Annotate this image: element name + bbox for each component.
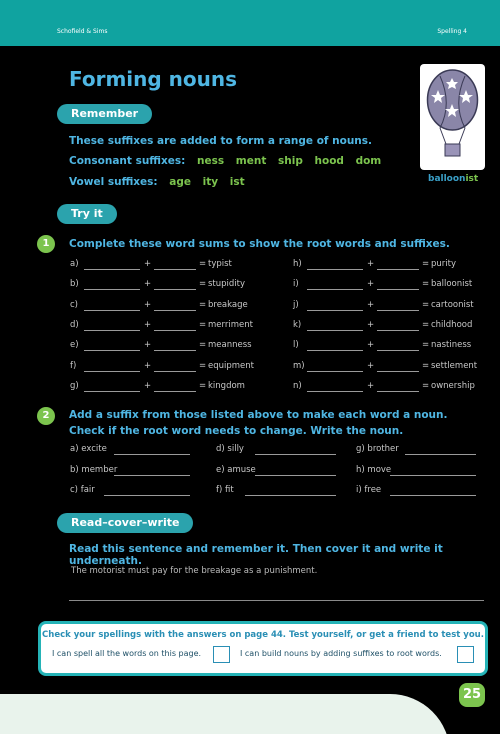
item-letter: b)	[70, 279, 79, 290]
equals-sign: =	[422, 380, 430, 391]
noun-item	[70, 485, 200, 497]
root-word: move	[367, 464, 392, 475]
target-word: cartoonist	[431, 299, 474, 310]
plus-sign: +	[367, 319, 375, 330]
item-letter: g)	[356, 444, 365, 454]
word-sum-row	[70, 320, 265, 332]
remember-intro: These suffixes are added to form a range of nouns.	[69, 135, 373, 147]
equals-sign: =	[199, 279, 207, 290]
suffix-ness: ness	[197, 155, 225, 167]
target-word: balloonist	[431, 279, 473, 290]
target-word: equipment	[208, 360, 254, 371]
hot-air-balloon-icon	[420, 64, 485, 170]
target-word: meanness	[208, 340, 252, 351]
item-letter: l)	[293, 340, 299, 351]
item-letter: b)	[70, 464, 79, 475]
suffix-dom: dom	[355, 155, 382, 167]
check-box-1[interactable]	[213, 646, 230, 663]
root-answer-line[interactable]	[307, 350, 363, 351]
rcw-instruction: Read this sentence and remember it. Then cover it and write it underneath.	[69, 543, 443, 567]
noun-item	[356, 485, 486, 497]
root-word: free	[364, 485, 382, 495]
item-letter: h)	[356, 464, 365, 475]
noun-item	[70, 444, 200, 456]
root-answer-line[interactable]	[84, 269, 140, 270]
item-letter: c)	[70, 299, 78, 310]
target-word: breakage	[208, 299, 248, 310]
noun-answer-line[interactable]	[245, 495, 336, 496]
check-item-2: I can build nouns by adding suffixes to root words.	[240, 649, 442, 658]
root-word: amuse	[227, 464, 256, 475]
item-letter: n)	[293, 380, 302, 391]
suffix-answer-line[interactable]	[377, 391, 419, 392]
root-answer-line[interactable]	[307, 391, 363, 392]
page-title: Forming nouns	[69, 67, 238, 91]
suffix-answer-line[interactable]	[154, 310, 196, 311]
root-word: excite	[81, 444, 107, 454]
target-word: settlement	[431, 360, 478, 371]
suffix-answer-line[interactable]	[377, 371, 419, 372]
equals-sign: =	[199, 259, 207, 269]
page-number: 25	[459, 683, 485, 707]
equals-sign: =	[199, 380, 207, 391]
suffix-answer-line[interactable]	[154, 350, 196, 351]
equals-sign: =	[199, 340, 207, 351]
plus-sign: +	[367, 380, 375, 391]
word-sum-row	[293, 300, 488, 312]
suffix-answer-line[interactable]	[154, 371, 196, 372]
suffix-answer-line[interactable]	[377, 289, 419, 290]
suffix-ship: ship	[278, 155, 303, 167]
suffix-answer-line[interactable]	[154, 330, 196, 331]
question-1-instruction: Complete these word sums to show the root words and suffixes.	[69, 238, 450, 250]
root-answer-line[interactable]	[84, 391, 140, 392]
target-word: typist	[208, 259, 232, 269]
consonant-label: Consonant suffixes:	[69, 155, 186, 167]
target-word: nastiness	[431, 340, 472, 351]
word-sum-row	[70, 259, 265, 271]
root-word: fit	[225, 485, 234, 495]
plus-sign: +	[144, 299, 152, 310]
word-sum-row	[70, 381, 265, 393]
noun-answer-line[interactable]	[114, 454, 190, 455]
plus-sign: +	[144, 259, 152, 269]
suffix-ment: ment	[235, 155, 267, 167]
word-sum-row	[70, 340, 265, 352]
item-letter: d)	[70, 319, 79, 330]
footer-wave	[0, 694, 450, 734]
equals-sign: =	[199, 299, 207, 310]
consonant-suffix-line	[69, 155, 381, 167]
word-sum-row	[293, 259, 488, 271]
item-letter: f)	[70, 360, 77, 371]
equals-sign: =	[422, 299, 430, 310]
caption-root: balloon	[428, 174, 466, 184]
root-answer-line[interactable]	[84, 289, 140, 290]
item-letter: d)	[216, 444, 225, 454]
target-word: stupidity	[208, 279, 246, 290]
noun-answer-line[interactable]	[104, 495, 190, 496]
item-letter: m)	[293, 360, 305, 371]
noun-answer-line[interactable]	[255, 454, 336, 455]
vowel-label: Vowel suffixes:	[69, 176, 158, 188]
noun-item	[216, 465, 346, 477]
item-letter: a)	[70, 444, 79, 454]
root-answer-line[interactable]	[84, 350, 140, 351]
item-letter: a)	[70, 259, 79, 269]
plus-sign: +	[144, 340, 152, 351]
root-answer-line[interactable]	[307, 310, 363, 311]
suffix-answer-line[interactable]	[154, 391, 196, 392]
balloon-caption	[428, 174, 478, 184]
noun-answer-line[interactable]	[390, 475, 476, 476]
check-box-2[interactable]	[457, 646, 474, 663]
noun-item	[356, 465, 486, 477]
item-letter: e)	[70, 340, 79, 351]
book-label: Spelling 4	[437, 28, 467, 35]
self-check-panel	[38, 621, 488, 676]
rcw-sentence: The motorist must pay for the breakage as a punishment.	[71, 566, 318, 576]
item-letter: i)	[356, 485, 362, 495]
word-sum-row	[293, 320, 488, 332]
noun-answer-line[interactable]	[405, 454, 476, 455]
target-word: ownership	[431, 380, 475, 391]
writing-line[interactable]	[69, 600, 484, 601]
noun-item	[216, 444, 346, 456]
read-cover-write-label: Read–cover–write	[57, 513, 193, 533]
item-letter: h)	[293, 259, 302, 269]
target-word: childhood	[431, 319, 473, 330]
check-title: Check your spellings with the answers on page 44. Test yourself, or get a friend to test you.	[42, 630, 484, 640]
equals-sign: =	[422, 259, 430, 269]
equals-sign: =	[422, 319, 430, 330]
question-2-instruction: Add a suffix from those listed above to make each word a noun. Check if the root word needs to change. Write the noun.	[69, 409, 448, 437]
item-letter: k)	[293, 319, 302, 330]
publisher-label: Schofield & Sims	[57, 28, 108, 35]
suffix-hood: hood	[314, 155, 344, 167]
equals-sign: =	[422, 360, 430, 371]
plus-sign: +	[144, 319, 152, 330]
noun-answer-line[interactable]	[255, 475, 336, 476]
equals-sign: =	[199, 360, 207, 371]
root-word: fair	[80, 485, 95, 495]
word-sum-row	[70, 279, 265, 291]
suffix-answer-line[interactable]	[377, 350, 419, 351]
noun-item	[356, 444, 486, 456]
item-letter: i)	[293, 279, 299, 290]
try-it-label: Try it	[57, 204, 117, 224]
vowel-suffix-line	[69, 176, 245, 188]
suffix-answer-line[interactable]	[377, 269, 419, 270]
root-answer-line[interactable]	[307, 371, 363, 372]
root-answer-line[interactable]	[84, 330, 140, 331]
equals-sign: =	[422, 279, 430, 290]
item-letter: j)	[293, 299, 299, 310]
suffix-answer-line[interactable]	[154, 289, 196, 290]
question-1-number: 1	[37, 235, 55, 253]
suffix-answer-line[interactable]	[377, 330, 419, 331]
target-word: merriment	[208, 319, 253, 330]
noun-answer-line[interactable]	[390, 495, 476, 496]
suffix-answer-line[interactable]	[154, 269, 196, 270]
plus-sign: +	[367, 340, 375, 351]
equals-sign: =	[199, 319, 207, 330]
noun-item	[70, 465, 200, 477]
root-word: silly	[227, 444, 244, 454]
word-sum-row	[293, 340, 488, 352]
top-banner	[0, 0, 500, 46]
item-letter: g)	[70, 380, 79, 391]
plus-sign: +	[367, 259, 375, 269]
suffix-ity: ity	[202, 176, 219, 188]
word-sum-row	[70, 300, 265, 312]
suffix-ist: ist	[229, 176, 245, 188]
root-answer-line[interactable]	[84, 371, 140, 372]
suffix-answer-line[interactable]	[377, 310, 419, 311]
noun-answer-line[interactable]	[114, 475, 190, 476]
word-sum-row	[293, 279, 488, 291]
plus-sign: +	[144, 360, 152, 371]
item-letter: c)	[70, 485, 78, 495]
target-word: purity	[431, 259, 457, 269]
root-answer-line[interactable]	[307, 289, 363, 290]
remember-label: Remember	[57, 104, 152, 124]
balloon-illustration	[420, 64, 485, 170]
root-answer-line[interactable]	[307, 330, 363, 331]
check-item-1: I can spell all the words on this page.	[52, 649, 202, 658]
plus-sign: +	[367, 360, 375, 371]
plus-sign: +	[144, 279, 152, 290]
equals-sign: =	[422, 340, 430, 351]
word-sum-row	[70, 361, 265, 373]
plus-sign: +	[367, 299, 375, 310]
noun-item	[216, 485, 346, 497]
item-letter: e)	[216, 464, 225, 475]
target-word: kingdom	[208, 380, 245, 391]
suffix-age: age	[169, 176, 192, 188]
root-word: brother	[367, 444, 399, 454]
root-answer-line[interactable]	[84, 310, 140, 311]
item-letter: f)	[216, 485, 223, 495]
plus-sign: +	[144, 380, 152, 391]
caption-suffix: ist	[465, 174, 479, 184]
root-answer-line[interactable]	[307, 269, 363, 270]
word-sum-row	[293, 381, 488, 393]
word-sum-row	[293, 361, 488, 373]
plus-sign: +	[367, 279, 375, 290]
root-word: member	[81, 464, 118, 475]
question-2-number: 2	[37, 407, 55, 425]
